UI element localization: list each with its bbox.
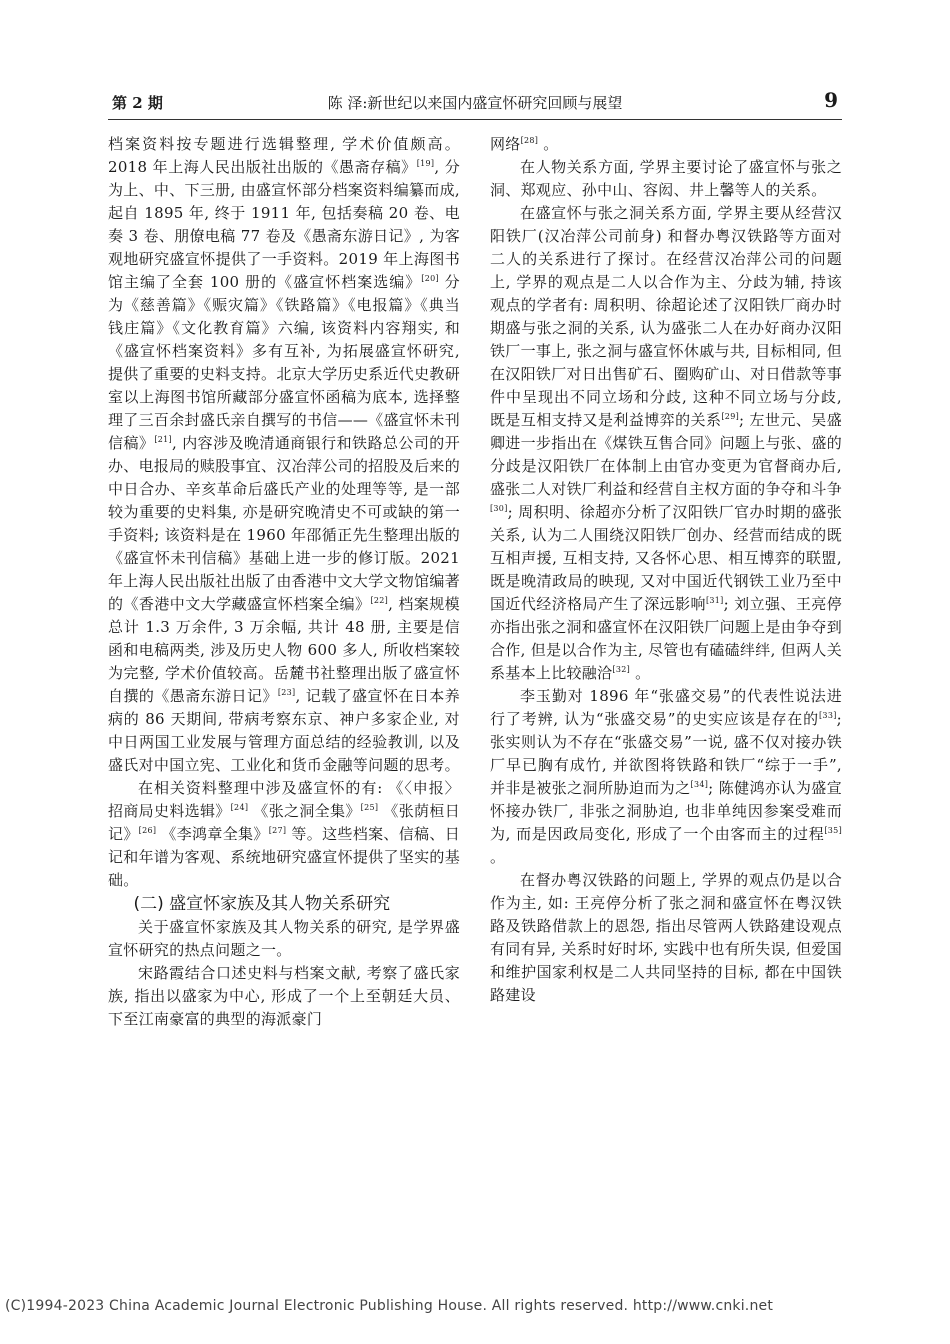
citation: [34] bbox=[690, 780, 709, 789]
section-heading: (二) 盛宣怀家族及其人物关系研究 bbox=[133, 894, 391, 914]
issue-number: 第 2 期 bbox=[112, 94, 163, 112]
citation: [22] bbox=[370, 596, 389, 605]
running-title: 陈 泽:新世纪以来国内盛宣怀研究回顾与展望 bbox=[327, 94, 623, 112]
right-column bbox=[490, 133, 842, 1007]
citation: [30] bbox=[490, 504, 508, 513]
running-header bbox=[112, 90, 838, 120]
citation: [35] bbox=[824, 826, 842, 835]
paragraph: 档案资料按专题进行选辑整理, 学术价值颇高。2018 年上海人民出版社出版的《愚斋存稿》[19], 分为上、中、下三册, 由盛宣怀部分档案资料编纂而成, 起自 1895 年, 终于 1911 年, 包括奏稿 20 卷、电奏 3 卷、朋僚电稿 77 卷及《愚斋东游日记》, 为客观地研究盛宣怀提供了一手资料。2019 年上海图书馆主编了全套 100 册的《盛宣怀档案选编》[20] 分为《慈善篇》《赈灾篇》《铁路篇》《电报篇》《典当钱庄篇》《文化教育篇》六编, 该资料内容翔实, 和《盛宣怀档案资料》多有互补, 为拓展盛宣怀研究, 提供了重要的史料支持。北京大学历史系近代史教研室以上海图书馆所藏部分盛宣怀函稿为底本, 选择整理了三百余封盛氏亲自撰写的书信——《盛宣怀未刊信稿》[21], 内容涉及晚清通商银行和铁路总公司的开办、电报局的赎股事宜、汉冶萍公司的招股及后来的中日合办、辛亥革命后盛氏产业的处理等等, 是一部较为重要的史料集, 亦是研究晚清史不可或缺的第一手资料; 该资料是在 1960 年邵循正先生整理出版的《盛宣怀未刊信稿》基础上进一步的修订版。2021 年上海人民出版社出版了由香港中文大学文物馆编著的《香港中文大学藏盛宣怀档案全编》[22], 档案规模总计 1.3 万余件, 3 万余幅, 共计 48 册, 主要是信函和电稿两类, 涉及历史人物 600 多人, 所收档案较为完整, 学术价值较高。岳麓书社整理出版了盛宣怀自撰的《愚斋东游日记》[23], 记载了盛宣怀在日本养病的 86 天期间, 带病考察东京、神户多家企业, 对中日两国工业发展与管理方面总结的经验教训, 以及盛氏对中国立宪、工业化和货币金融等问题的思考。 bbox=[108, 135, 460, 774]
header-rule bbox=[108, 119, 842, 120]
citation: [27] bbox=[268, 826, 287, 835]
paragraph: 在人物关系方面, 学界主要讨论了盛宣怀与张之洞、郑观应、孙中山、容闳、井上馨等人的关系。 bbox=[490, 158, 842, 199]
paragraph: 关于盛宣怀家族及其人物关系的研究, 是学界盛宣怀研究的热点问题之一。 bbox=[108, 918, 460, 959]
citation: [21] bbox=[154, 435, 172, 444]
citation: [31] bbox=[705, 596, 724, 605]
citation: [33] bbox=[819, 711, 837, 720]
copyright-footer: (C)1994-2023 China Academic Journal Electronic Publishing House. All rights reserved. http://www.cnki.net bbox=[5, 1298, 774, 1314]
paragraph: 在相关资料整理中涉及盛宣怀的有: 《〈申报〉招商局史料选辑》[24] 《张之洞全集》[25] 《张荫桓日记》[26] 《李鸿章全集》[27] 等。这些档案、信稿、日记和年谱为客观、系统地研究盛宣怀提供了坚实的基础。 bbox=[108, 779, 461, 889]
citation: [19] bbox=[416, 159, 435, 168]
citation: [26] bbox=[138, 826, 157, 835]
citation: [25] bbox=[360, 803, 379, 812]
paragraph: 在盛宣怀与张之洞关系方面, 学界主要从经营汉阳铁厂(汉冶萍公司前身) 和督办粤汉铁路等方面对二人的关系进行了探讨。在经营汉冶萍公司的问题上, 学界的观点是二人以合作为主、分歧为辅, 持该观点的学者有: 周积明、徐超论述了汉阳铁厂商办时期盛与张之洞的关系, 认为盛张二人在办好商办汉阳铁厂一事上, 张之洞与盛宣怀休戚与共, 目标相同, 但在汉阳铁厂对日出售矿石、圈购矿山、对日借款等事件中呈现出不同立场和分歧, 这种不同立场与分歧, 既是互相支持又是利益博弈的关系[29]; 左世元、吴盛卿进一步指出在《煤铁互售合同》问题上与张、盛的分歧是汉阳铁厂在体制上由官办变更为官督商办后, 盛张二人对铁厂利益和经营自主权方面的争夺和斗争[30]; 周积明、徐超亦分析了汉阳铁厂官办时期的盛张关系, 认为二人围绕汉阳铁厂创办、经营而结成的既互相声援, 互相支持, 又各怀心思、相互博弈的联盟, 既是晚清政局的映现, 又对中国近代钢铁工业乃至中国近代经济格局产生了深远影响[31]; 刘立强、王亮停亦指出张之洞和盛宣怀在汉阳铁厂问题上是由争夺到合作, 但是以合作为主, 尽管也有磕磕绊绊, 但两人关系基本上比较融洽[32] 。 bbox=[490, 204, 842, 682]
paragraph: 李玉勤对 1896 年“张盛交易”的代表性说法进行了考辨, 认为“张盛交易”的史实应该是存在的[33]; 张实则认为不存在“张盛交易”一说, 盛不仅对接办铁厂早已胸有成竹, 并欲图将铁路和铁厂“综于一手”, 并非是被张之洞所胁迫而为之[34]; 陈健鸿亦认为盛宣怀接办铁厂, 非张之洞胁迫, 也非单纯因参案受难而为, 而是因政局变化, 形成了一个由客而主的过程[35] 。 bbox=[490, 687, 843, 866]
paragraph: 宋路霞结合口述史料与档案文献, 考察了盛氏家族, 指出以盛家为中心, 形成了一个上至朝廷大员、下至江南豪富的典型的海派豪门 bbox=[108, 964, 460, 1028]
paragraph: 网络[28] 。 bbox=[490, 135, 559, 153]
citation: [28] bbox=[520, 136, 539, 145]
citation: [20] bbox=[421, 274, 439, 283]
citation: [29] bbox=[721, 412, 740, 421]
left-column bbox=[108, 133, 460, 1031]
citation: [32] bbox=[612, 665, 631, 674]
citation: [24] bbox=[230, 803, 249, 812]
page-number: 9 bbox=[824, 88, 838, 112]
paragraph: 在督办粤汉铁路的问题上, 学界的观点仍是以合作为主, 如: 王亮停分析了张之洞和盛宣怀在粤汉铁路及铁路借款上的恩怨, 指出尽管两人铁路建设观点有同有异, 关系时好时坏, 实践中也有所失误, 但爱国和维护国家利权是二人共同坚持的目标, 都在中国铁路建设 bbox=[490, 871, 842, 1004]
citation: [23] bbox=[277, 688, 296, 697]
